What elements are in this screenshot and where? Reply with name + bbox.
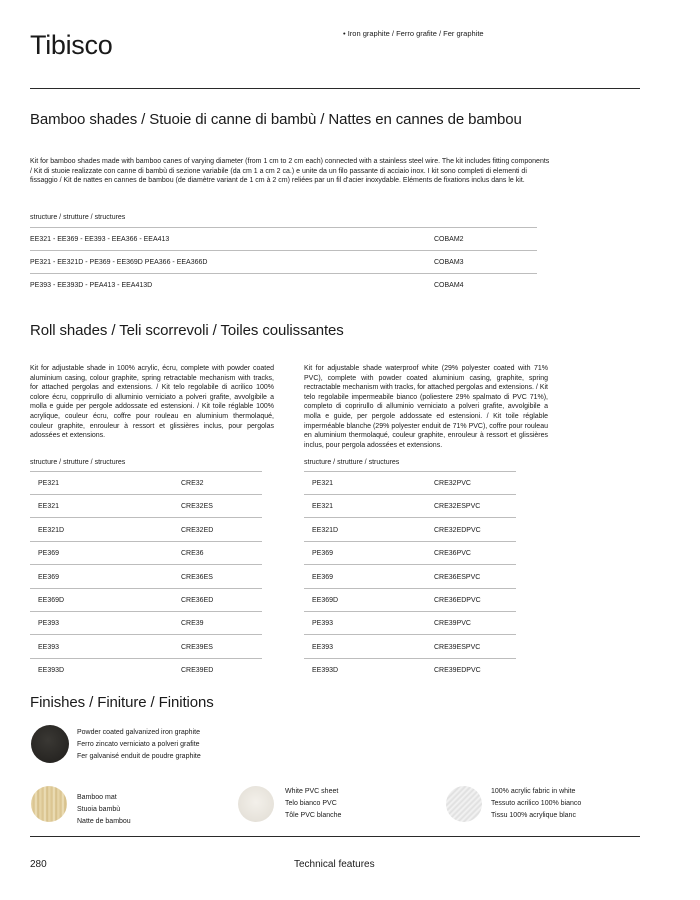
code-cell: CRE39EDPVC — [434, 667, 481, 675]
code-cell: COBAM2 — [434, 236, 464, 243]
model-cell: EE393D — [38, 667, 65, 675]
table-row — [30, 251, 537, 274]
code-cell: CRE36 — [181, 550, 204, 558]
model-cell: EE321D — [38, 526, 65, 534]
table-row — [304, 472, 516, 495]
roll-left-structure-label: structure / strutture / structures — [30, 459, 126, 466]
code-cell: CRE32EDPVC — [434, 526, 481, 534]
pvc-swatch — [238, 786, 274, 822]
model-cell: EE369D — [312, 597, 339, 604]
table-row — [30, 274, 537, 297]
model-cell: EE369D — [38, 597, 65, 604]
table-row — [30, 659, 262, 682]
table-row — [30, 589, 262, 612]
model-cell: PE369 — [312, 550, 334, 558]
graphite-swatch — [31, 725, 69, 763]
table-row — [304, 612, 516, 635]
model-cell: EE321 - EE369 - EE393 - EEA366 - EEA413 — [30, 236, 170, 243]
page-title: Tibisco — [30, 30, 113, 60]
code-cell: CRE36ES — [181, 573, 213, 581]
model-cell: EE321D — [312, 526, 339, 534]
model-cell: PE393 — [312, 620, 334, 628]
table-row — [30, 472, 262, 495]
bamboo-finish-text: Bamboo mat Stuoia bambù Natte de bambou — [77, 794, 131, 825]
graphite-finish-text: Powder coated galvanized iron graphite Ferro zincato verniciato a polveri grafite Fer galvanisé enduit de poudre graphite — [77, 729, 201, 760]
table-row — [304, 519, 516, 542]
table-row — [304, 636, 516, 659]
model-cell: PE369 — [38, 550, 60, 558]
code-cell: CRE39ESPVC — [434, 643, 481, 651]
table-row — [304, 659, 516, 682]
bamboo-heading: Bamboo shades / Stuoie di canne di bambù / Nattes en cannes de bambou — [30, 111, 522, 128]
code-cell: CRE36PVC — [434, 550, 471, 558]
model-cell: EE321 — [312, 503, 334, 511]
model-cell: EE369 — [38, 573, 60, 581]
code-cell: CRE39ES — [181, 643, 213, 651]
table-row — [30, 495, 262, 518]
footer-section-label: Technical features — [294, 859, 375, 870]
finish-note: • Iron graphite / Ferro grafite / Fer graphite — [343, 29, 484, 38]
finishes-heading: Finishes / Finiture / Finitions — [30, 694, 214, 711]
code-cell: CRE36ESPVC — [434, 573, 481, 581]
code-cell: CRE32ESPVC — [434, 503, 481, 511]
table-row — [30, 612, 262, 635]
table-row — [304, 589, 516, 612]
roll-heading: Roll shades / Teli scorrevoli / Toiles coulissantes — [30, 322, 344, 339]
bamboo-structure-label: structure / strutture / structures — [30, 214, 126, 221]
model-cell: PE321 — [38, 480, 60, 487]
code-cell: COBAM4 — [434, 282, 464, 289]
model-cell: PE321 - EE321D - PE369 - EE369D PEA366 - EEA366D — [30, 259, 208, 266]
model-cell: EE369 — [312, 573, 334, 581]
bamboo-description: Kit for bamboo shades made with bamboo canes of varying diameter (from 1 cm to 2 cm each) connected with a stainless steel wire. The kit includes fitting components / Kit di stuoie realizzate con canne di bambù di sezione variabile (da cm 1 a cm 2 ca.) e unite da un filo passante di acciaio inox. I kit sono completi di elementi di fissaggio / Kit de nattes en cannes de bambou (de diamètre variant de 1 cm à 2 cm) reliées par un fil d'acier inoxydable. Eléments de fixations inclus dans le kit. — [30, 158, 550, 185]
acrylic-swatch — [446, 786, 482, 822]
roll-right-description: Kit for adjustable shade waterproof white (29% polyester coated with 71% PVC), complete with powder coated aluminium casing, graphite, spring rectractable mechanism with tracks, for attached pergolas and extensions. / Kit telo regolabile impermeabile bianco (poliestere 29% spalmato di PVC 71%), completo di coprirullo di alluminio verniciato a polveri grafite, avvolgibile a molla e guide, per pergole addossate ed estensioni. / Kit toile réglable imperméable blanche (29% polyester enduit de 71% PVC), coffre pour rouleau en aluminium thermolaqué, couleur graphite, enrouleur à ressort et glissières inclus, pour pergola adossées et extensions. — [304, 365, 548, 449]
model-cell: PE393 — [38, 620, 60, 628]
code-cell: CRE39ED — [181, 667, 214, 675]
table-row — [30, 519, 262, 542]
code-cell: CRE39 — [181, 620, 204, 628]
roll-left-description: Kit for adjustable shade in 100% acrylic, écru, complete with powder coated aluminium casing, colour graphite, spring retractable mechanism with tracks, for attached pergolas and extensions. / Kit telo regolabile di acrilico 100% colore écru, copprirullo di alluminio verniciato a polveri grafite, avvolgibile a molla e guide per pergole addossate ed estensioni. / Kit toile réglable 100% acrylique, couleur écru, coffre pour rouleau en aluminium thermolaqué, couleur graphite, enrouleur à ressort et glissières inclus, pour pergolas adossées et extensions. — [30, 365, 274, 440]
pvc-finish-text: White PVC sheet Telo bianco PVC Tôle PVC blanche — [285, 788, 342, 819]
table-row — [304, 542, 516, 565]
code-cell: CRE32PVC — [434, 480, 471, 487]
header-divider — [30, 88, 640, 89]
model-cell: PE393 - EE393D - PEA413 - EEA413D — [30, 282, 153, 289]
model-cell: EE393D — [312, 667, 339, 675]
page-number: 280 — [30, 859, 47, 870]
roll-right-structure-label: structure / strutture / structures — [304, 459, 400, 466]
model-cell: EE393 — [38, 643, 60, 651]
code-cell: CRE32ED — [181, 526, 214, 534]
model-cell: EE393 — [312, 643, 334, 651]
code-cell: CRE32ES — [181, 503, 213, 511]
table-row — [30, 636, 262, 659]
table-row — [304, 566, 516, 589]
table-row — [30, 566, 262, 589]
bamboo-swatch — [31, 786, 67, 822]
model-cell: EE321 — [38, 503, 60, 511]
code-cell: CRE36EDPVC — [434, 597, 481, 604]
table-row — [304, 495, 516, 518]
code-cell: CRE36ED — [181, 597, 214, 604]
footer-divider — [30, 836, 640, 837]
code-cell: COBAM3 — [434, 259, 464, 266]
code-cell: CRE39PVC — [434, 620, 471, 628]
model-cell: PE321 — [312, 480, 334, 487]
table-row — [30, 542, 262, 565]
code-cell: CRE32 — [181, 480, 204, 487]
table-row — [30, 228, 537, 251]
acrylic-finish-text: 100% acrylic fabric in white Tessuto acrilico 100% bianco Tissu 100% acrylique blanc — [491, 788, 582, 819]
